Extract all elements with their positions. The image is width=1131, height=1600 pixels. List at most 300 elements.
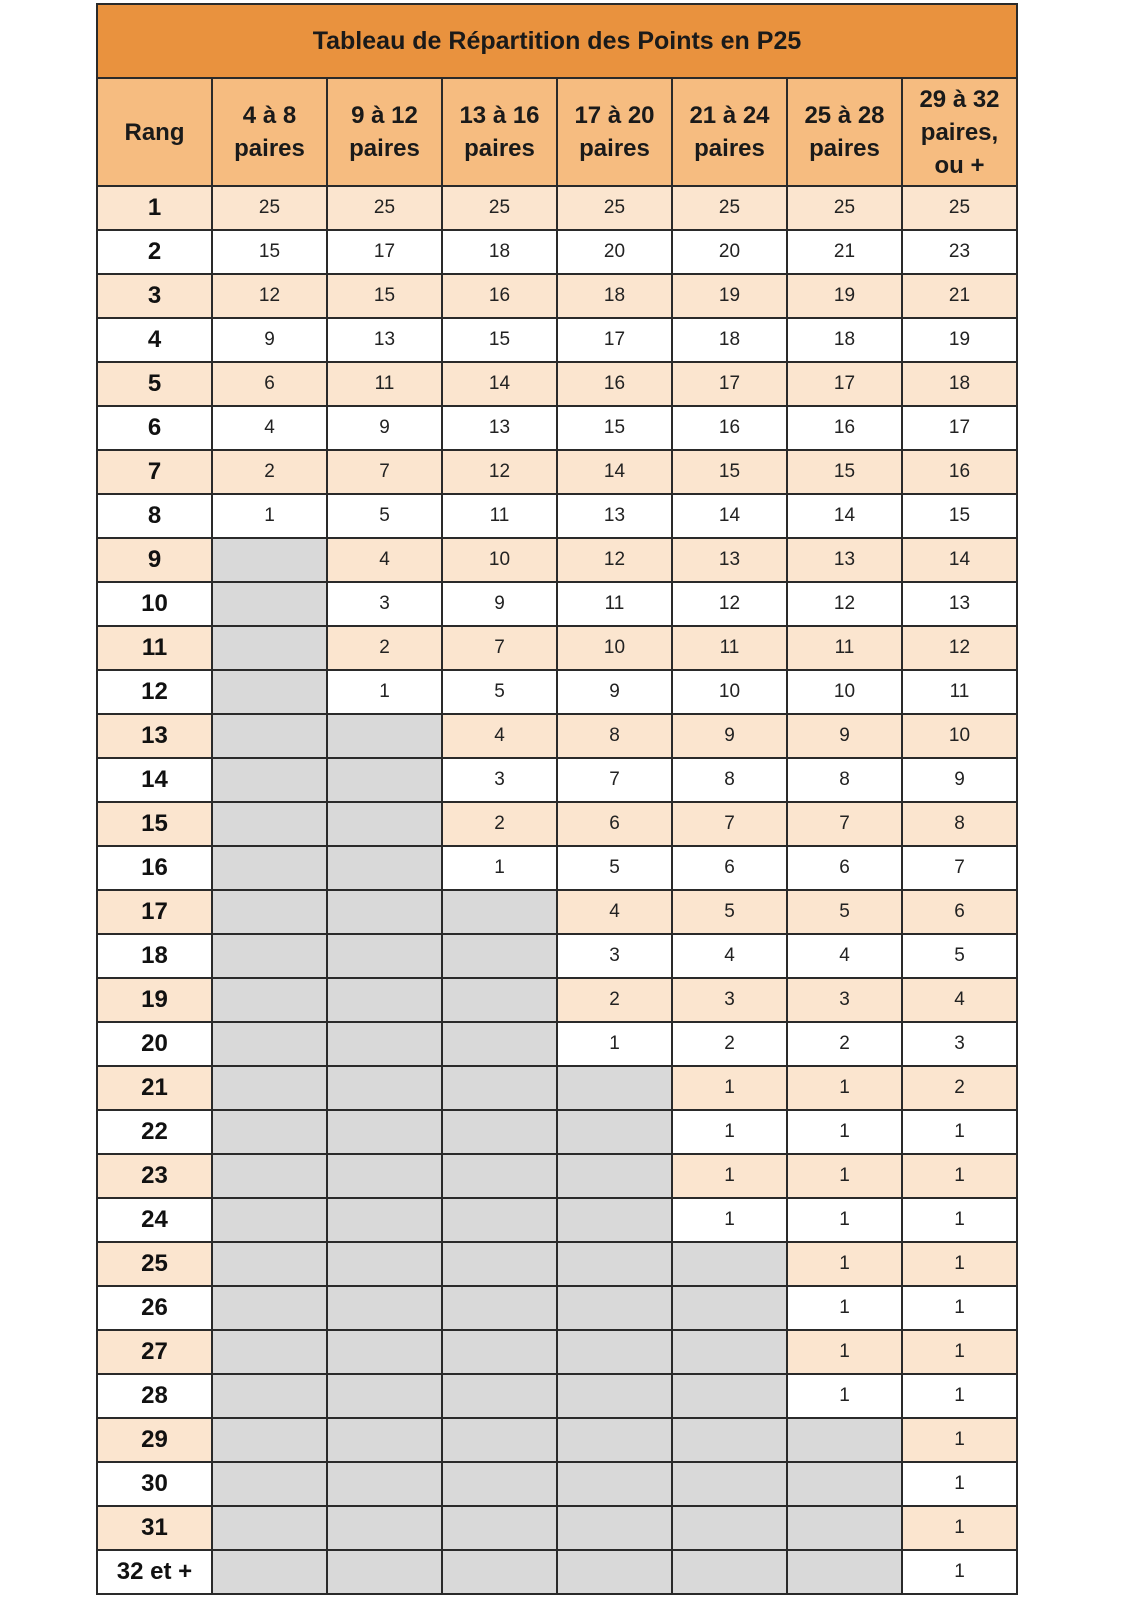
rank-cell: 8 [97, 494, 212, 538]
points-cell: 7 [902, 846, 1017, 890]
points-cell: 10 [557, 626, 672, 670]
points-cell: 11 [902, 670, 1017, 714]
points-cell: 1 [787, 1330, 902, 1374]
rank-cell: 19 [97, 978, 212, 1022]
points-cell: 17 [902, 406, 1017, 450]
empty-cell [327, 1550, 442, 1594]
points-cell: 15 [902, 494, 1017, 538]
points-cell: 23 [902, 230, 1017, 274]
points-cell: 4 [442, 714, 557, 758]
points-cell: 4 [672, 934, 787, 978]
rank-cell: 30 [97, 1462, 212, 1506]
points-cell: 13 [672, 538, 787, 582]
table-row [97, 1550, 1017, 1594]
rank-cell: 5 [97, 362, 212, 406]
rank-cell: 26 [97, 1286, 212, 1330]
points-cell: 1 [902, 1506, 1017, 1550]
points-cell: 1 [902, 1154, 1017, 1198]
points-cell: 12 [902, 626, 1017, 670]
empty-cell [442, 978, 557, 1022]
points-cell: 9 [557, 670, 672, 714]
rank-cell: 25 [97, 1242, 212, 1286]
points-cell: 25 [557, 186, 672, 230]
empty-cell [327, 714, 442, 758]
points-cell: 1 [787, 1242, 902, 1286]
rank-cell: 17 [97, 890, 212, 934]
points-cell: 25 [442, 186, 557, 230]
empty-cell [327, 1506, 442, 1550]
points-cell: 9 [672, 714, 787, 758]
rank-cell: 1 [97, 186, 212, 230]
rank-cell: 27 [97, 1330, 212, 1374]
points-cell: 1 [902, 1550, 1017, 1594]
table-title: Tableau de Répartition des Points en P25 [97, 4, 1017, 78]
points-cell: 1 [557, 1022, 672, 1066]
points-cell: 13 [442, 406, 557, 450]
points-cell: 20 [557, 230, 672, 274]
points-cell: 4 [327, 538, 442, 582]
empty-cell [212, 714, 327, 758]
empty-cell [557, 1462, 672, 1506]
points-cell: 11 [557, 582, 672, 626]
empty-cell [212, 1418, 327, 1462]
points-cell: 6 [672, 846, 787, 890]
empty-cell [442, 1286, 557, 1330]
header-rank: Rang [97, 78, 212, 186]
rank-cell: 23 [97, 1154, 212, 1198]
points-cell: 2 [442, 802, 557, 846]
rank-cell: 24 [97, 1198, 212, 1242]
empty-cell [327, 758, 442, 802]
table-row [97, 846, 1017, 890]
rank-cell: 31 [97, 1506, 212, 1550]
header-row [97, 78, 1017, 186]
table-row [97, 670, 1017, 714]
table-row [97, 406, 1017, 450]
empty-cell [557, 1550, 672, 1594]
points-cell: 2 [672, 1022, 787, 1066]
rank-cell: 16 [97, 846, 212, 890]
points-cell: 17 [672, 362, 787, 406]
points-cell: 1 [672, 1198, 787, 1242]
header-29-32-pairs: 29 à 32 paires, ou + [902, 78, 1017, 186]
points-cell: 25 [212, 186, 327, 230]
points-cell: 15 [672, 450, 787, 494]
points-cell: 10 [672, 670, 787, 714]
points-cell: 2 [557, 978, 672, 1022]
table-row [97, 494, 1017, 538]
points-cell: 4 [902, 978, 1017, 1022]
empty-cell [212, 1022, 327, 1066]
points-cell: 25 [902, 186, 1017, 230]
empty-cell [212, 626, 327, 670]
points-cell: 1 [902, 1418, 1017, 1462]
rank-cell: 3 [97, 274, 212, 318]
points-cell: 11 [672, 626, 787, 670]
table-row [97, 450, 1017, 494]
points-cell: 1 [902, 1198, 1017, 1242]
points-cell: 3 [557, 934, 672, 978]
empty-cell [442, 1506, 557, 1550]
points-cell: 15 [327, 274, 442, 318]
points-table [96, 3, 1018, 1595]
points-cell: 21 [902, 274, 1017, 318]
table-row [97, 626, 1017, 670]
points-cell: 10 [902, 714, 1017, 758]
empty-cell [442, 1330, 557, 1374]
empty-cell [327, 1066, 442, 1110]
empty-cell [327, 978, 442, 1022]
empty-cell [442, 1462, 557, 1506]
table-row [97, 582, 1017, 626]
points-cell: 5 [787, 890, 902, 934]
points-cell: 25 [327, 186, 442, 230]
empty-cell [212, 1506, 327, 1550]
rank-cell: 9 [97, 538, 212, 582]
empty-cell [212, 1154, 327, 1198]
points-cell: 11 [442, 494, 557, 538]
rank-cell: 32 et + [97, 1550, 212, 1594]
rank-cell: 22 [97, 1110, 212, 1154]
table-row [97, 934, 1017, 978]
rank-cell: 2 [97, 230, 212, 274]
empty-cell [212, 1110, 327, 1154]
points-cell: 9 [212, 318, 327, 362]
points-cell: 1 [902, 1286, 1017, 1330]
points-cell: 18 [672, 318, 787, 362]
points-cell: 1 [672, 1154, 787, 1198]
points-cell: 18 [442, 230, 557, 274]
empty-cell [212, 890, 327, 934]
points-cell: 8 [557, 714, 672, 758]
empty-cell [212, 1374, 327, 1418]
empty-cell [557, 1066, 672, 1110]
empty-cell [672, 1374, 787, 1418]
empty-cell [327, 1022, 442, 1066]
table-row [97, 758, 1017, 802]
empty-cell [327, 1374, 442, 1418]
empty-cell [672, 1286, 787, 1330]
table-row [97, 186, 1017, 230]
empty-cell [442, 1418, 557, 1462]
points-cell: 12 [672, 582, 787, 626]
rank-cell: 11 [97, 626, 212, 670]
points-cell: 12 [212, 274, 327, 318]
points-cell: 7 [327, 450, 442, 494]
points-cell: 13 [327, 318, 442, 362]
empty-cell [212, 582, 327, 626]
rank-cell: 4 [97, 318, 212, 362]
rank-cell: 18 [97, 934, 212, 978]
points-cell: 8 [787, 758, 902, 802]
empty-cell [212, 1198, 327, 1242]
empty-cell [557, 1506, 672, 1550]
points-cell: 10 [787, 670, 902, 714]
table-row [97, 1374, 1017, 1418]
points-cell: 15 [212, 230, 327, 274]
empty-cell [212, 670, 327, 714]
table-row [97, 274, 1017, 318]
points-cell: 25 [672, 186, 787, 230]
points-cell: 8 [902, 802, 1017, 846]
rank-cell: 12 [97, 670, 212, 714]
points-cell: 13 [902, 582, 1017, 626]
rank-cell: 13 [97, 714, 212, 758]
points-cell: 1 [787, 1154, 902, 1198]
points-cell: 5 [672, 890, 787, 934]
points-cell: 16 [442, 274, 557, 318]
points-cell: 1 [787, 1198, 902, 1242]
empty-cell [212, 1550, 327, 1594]
empty-cell [557, 1374, 672, 1418]
points-cell: 17 [787, 362, 902, 406]
empty-cell [212, 1462, 327, 1506]
empty-cell [212, 1330, 327, 1374]
points-cell: 14 [672, 494, 787, 538]
empty-cell [212, 1066, 327, 1110]
points-cell: 4 [557, 890, 672, 934]
points-cell: 18 [902, 362, 1017, 406]
empty-cell [212, 538, 327, 582]
empty-cell [787, 1506, 902, 1550]
points-cell: 1 [902, 1462, 1017, 1506]
table-body [97, 186, 1017, 1594]
points-cell: 6 [902, 890, 1017, 934]
points-cell: 10 [442, 538, 557, 582]
empty-cell [442, 1022, 557, 1066]
header-25-28-pairs: 25 à 28 paires [787, 78, 902, 186]
empty-cell [557, 1110, 672, 1154]
empty-cell [557, 1242, 672, 1286]
points-cell: 3 [327, 582, 442, 626]
header-4-8-pairs: 4 à 8 paires [212, 78, 327, 186]
empty-cell [442, 890, 557, 934]
points-cell: 5 [327, 494, 442, 538]
points-cell: 11 [787, 626, 902, 670]
empty-cell [327, 1462, 442, 1506]
points-cell: 1 [672, 1110, 787, 1154]
points-cell: 17 [557, 318, 672, 362]
empty-cell [787, 1462, 902, 1506]
points-cell: 2 [787, 1022, 902, 1066]
points-cell: 1 [672, 1066, 787, 1110]
empty-cell [672, 1550, 787, 1594]
empty-cell [212, 1286, 327, 1330]
empty-cell [212, 802, 327, 846]
points-cell: 20 [672, 230, 787, 274]
points-cell: 9 [787, 714, 902, 758]
table-row [97, 362, 1017, 406]
table-row [97, 890, 1017, 934]
points-cell: 1 [327, 670, 442, 714]
points-cell: 2 [212, 450, 327, 494]
points-cell: 16 [902, 450, 1017, 494]
points-cell: 14 [787, 494, 902, 538]
points-cell: 9 [902, 758, 1017, 802]
header-13-16-pairs: 13 à 16 paires [442, 78, 557, 186]
table-row [97, 1242, 1017, 1286]
empty-cell [327, 1198, 442, 1242]
empty-cell [327, 890, 442, 934]
empty-cell [212, 1242, 327, 1286]
points-cell: 7 [672, 802, 787, 846]
points-cell: 13 [787, 538, 902, 582]
points-cell: 2 [327, 626, 442, 670]
points-cell: 1 [787, 1286, 902, 1330]
empty-cell [442, 1066, 557, 1110]
empty-cell [442, 1154, 557, 1198]
points-cell: 12 [442, 450, 557, 494]
empty-cell [442, 1550, 557, 1594]
points-cell: 6 [787, 846, 902, 890]
points-cell: 15 [557, 406, 672, 450]
points-cell: 19 [787, 274, 902, 318]
rank-cell: 29 [97, 1418, 212, 1462]
empty-cell [672, 1462, 787, 1506]
points-cell: 16 [557, 362, 672, 406]
header-9-12-pairs: 9 à 12 paires [327, 78, 442, 186]
empty-cell [212, 978, 327, 1022]
points-cell: 19 [902, 318, 1017, 362]
points-cell: 1 [902, 1110, 1017, 1154]
table-row [97, 1110, 1017, 1154]
points-cell: 1 [442, 846, 557, 890]
empty-cell [327, 1242, 442, 1286]
rank-cell: 6 [97, 406, 212, 450]
empty-cell [787, 1418, 902, 1462]
points-cell: 1 [902, 1242, 1017, 1286]
empty-cell [212, 758, 327, 802]
points-cell: 16 [787, 406, 902, 450]
empty-cell [327, 1418, 442, 1462]
points-cell: 1 [787, 1110, 902, 1154]
empty-cell [327, 1286, 442, 1330]
points-cell: 3 [442, 758, 557, 802]
points-cell: 17 [327, 230, 442, 274]
header-17-20-pairs: 17 à 20 paires [557, 78, 672, 186]
empty-cell [327, 1110, 442, 1154]
points-cell: 1 [902, 1374, 1017, 1418]
table-row [97, 1418, 1017, 1462]
points-cell: 7 [557, 758, 672, 802]
empty-cell [442, 934, 557, 978]
table-row [97, 1462, 1017, 1506]
rank-cell: 20 [97, 1022, 212, 1066]
empty-cell [442, 1198, 557, 1242]
rank-cell: 21 [97, 1066, 212, 1110]
points-cell: 9 [327, 406, 442, 450]
empty-cell [442, 1374, 557, 1418]
points-cell: 4 [212, 406, 327, 450]
table-row [97, 318, 1017, 362]
table-row [97, 1506, 1017, 1550]
points-cell: 1 [787, 1066, 902, 1110]
table-row [97, 802, 1017, 846]
points-cell: 14 [902, 538, 1017, 582]
table-row [97, 978, 1017, 1022]
empty-cell [672, 1330, 787, 1374]
empty-cell [212, 934, 327, 978]
empty-cell [327, 802, 442, 846]
table-row [97, 1286, 1017, 1330]
points-cell: 16 [672, 406, 787, 450]
points-cell: 5 [902, 934, 1017, 978]
table-row [97, 1022, 1017, 1066]
table-row [97, 1154, 1017, 1198]
points-cell: 3 [672, 978, 787, 1022]
empty-cell [557, 1286, 672, 1330]
points-cell: 7 [787, 802, 902, 846]
points-cell: 1 [902, 1330, 1017, 1374]
rank-cell: 15 [97, 802, 212, 846]
empty-cell [672, 1506, 787, 1550]
empty-cell [672, 1418, 787, 1462]
table-row [97, 1198, 1017, 1242]
points-cell: 18 [787, 318, 902, 362]
points-cell: 15 [442, 318, 557, 362]
empty-cell [327, 1330, 442, 1374]
empty-cell [557, 1154, 672, 1198]
points-cell: 12 [557, 538, 672, 582]
empty-cell [442, 1110, 557, 1154]
points-cell: 6 [557, 802, 672, 846]
empty-cell [557, 1330, 672, 1374]
points-cell: 8 [672, 758, 787, 802]
table-row [97, 714, 1017, 758]
points-cell: 5 [442, 670, 557, 714]
points-cell: 15 [787, 450, 902, 494]
points-cell: 13 [557, 494, 672, 538]
points-cell: 7 [442, 626, 557, 670]
points-cell: 19 [672, 274, 787, 318]
empty-cell [442, 1242, 557, 1286]
points-cell: 2 [902, 1066, 1017, 1110]
table-row [97, 230, 1017, 274]
header-21-24-pairs: 21 à 24 paires [672, 78, 787, 186]
table-row [97, 1066, 1017, 1110]
points-cell: 3 [902, 1022, 1017, 1066]
points-cell: 5 [557, 846, 672, 890]
points-cell: 21 [787, 230, 902, 274]
points-cell: 14 [557, 450, 672, 494]
points-cell: 12 [787, 582, 902, 626]
points-cell: 18 [557, 274, 672, 318]
empty-cell [787, 1550, 902, 1594]
points-cell: 1 [787, 1374, 902, 1418]
empty-cell [672, 1242, 787, 1286]
points-cell: 4 [787, 934, 902, 978]
empty-cell [557, 1418, 672, 1462]
empty-cell [327, 934, 442, 978]
points-cell: 1 [212, 494, 327, 538]
rank-cell: 10 [97, 582, 212, 626]
empty-cell [557, 1198, 672, 1242]
points-cell: 25 [787, 186, 902, 230]
empty-cell [327, 1154, 442, 1198]
empty-cell [212, 846, 327, 890]
points-cell: 6 [212, 362, 327, 406]
table-row [97, 1330, 1017, 1374]
rank-cell: 7 [97, 450, 212, 494]
points-cell: 11 [327, 362, 442, 406]
rank-cell: 28 [97, 1374, 212, 1418]
table-row [97, 538, 1017, 582]
points-cell: 14 [442, 362, 557, 406]
points-cell: 3 [787, 978, 902, 1022]
empty-cell [327, 846, 442, 890]
rank-cell: 14 [97, 758, 212, 802]
points-cell: 9 [442, 582, 557, 626]
